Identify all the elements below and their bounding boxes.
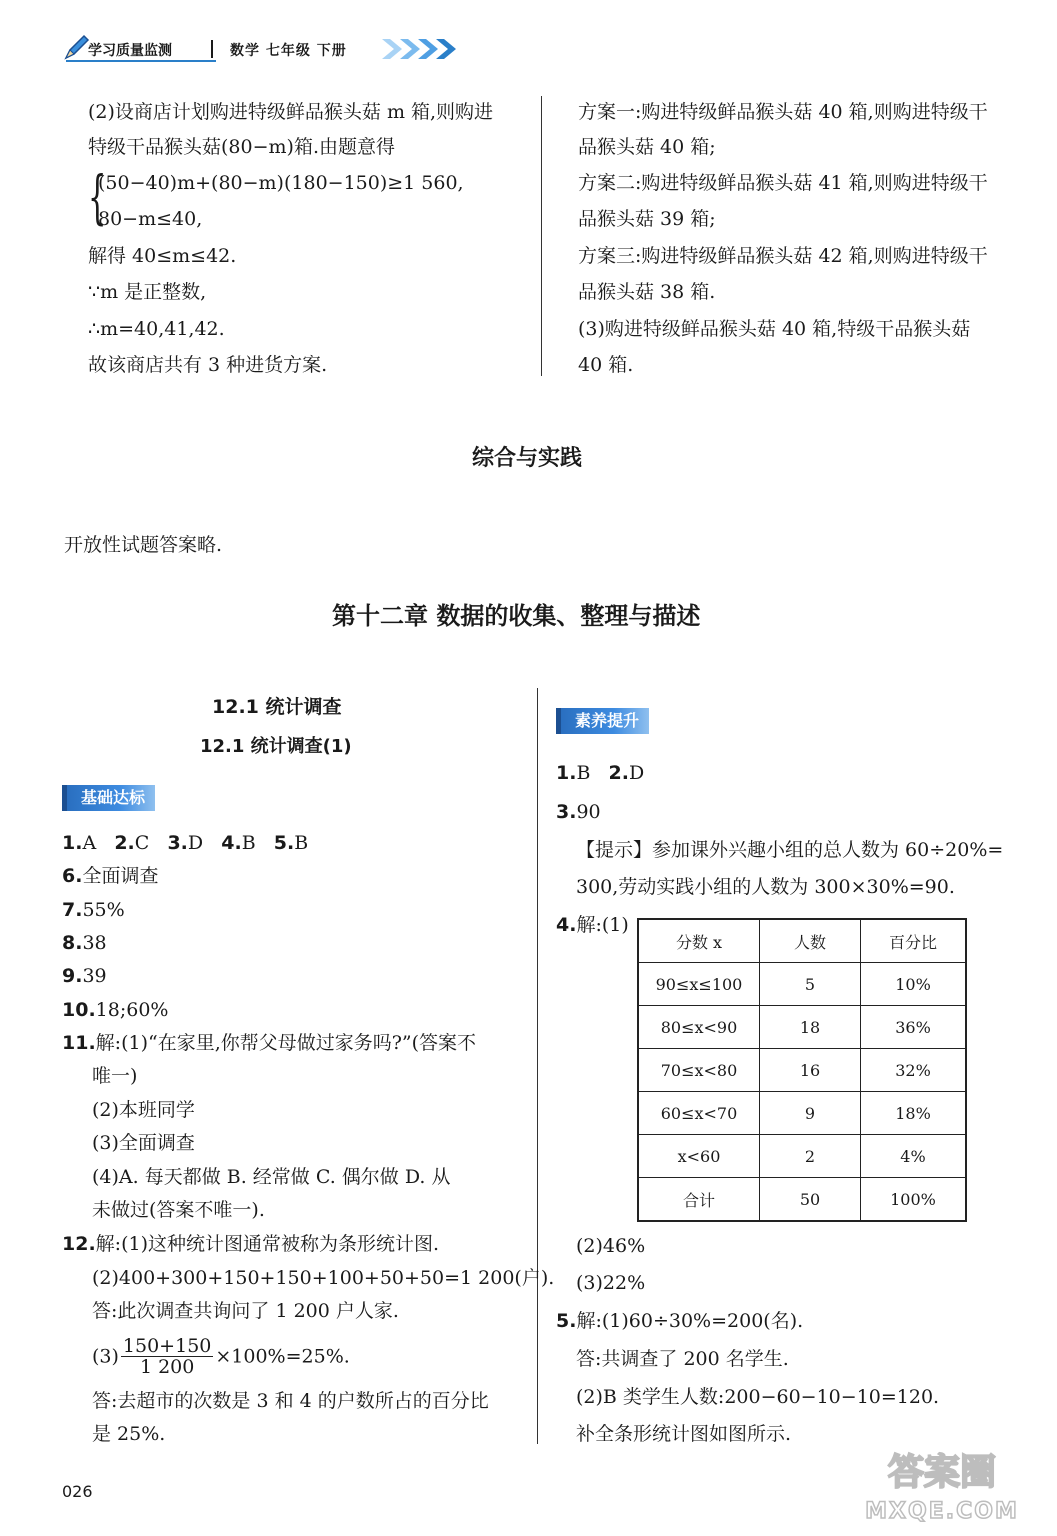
table-row bbox=[638, 1135, 966, 1178]
q11-line-1 bbox=[62, 1030, 476, 1056]
q5-line-1 bbox=[556, 1308, 803, 1334]
q12-line-3: 答:此次调查共询问了 1 200 户人家. bbox=[92, 1300, 399, 1322]
table-cell: 10% bbox=[861, 963, 967, 1006]
answer-9 bbox=[62, 963, 107, 989]
top-left-line-5: 解得 40≤m≤42. bbox=[88, 245, 237, 267]
answer-number: 1. bbox=[556, 762, 577, 784]
q12-line-4 bbox=[92, 1336, 350, 1377]
q4-part-2: (2)46% bbox=[576, 1235, 646, 1257]
answer-value: 全面调查 bbox=[82, 865, 159, 887]
table-cell: 100% bbox=[861, 1178, 967, 1222]
answer-value: B bbox=[241, 832, 256, 854]
answer-value: 90 bbox=[576, 801, 601, 823]
r-answer-3 bbox=[556, 799, 601, 825]
answers-row-1 bbox=[62, 830, 308, 856]
top-right-line-6: 品猴头菇 38 箱. bbox=[578, 281, 716, 303]
top-right-line-8: 40 箱. bbox=[578, 354, 634, 376]
answer-number: 5. bbox=[273, 832, 295, 854]
fraction-denominator: 1 200 bbox=[139, 1356, 195, 1378]
top-right-line-5: 方案三:购进特级鲜品猴头菇 42 箱,则购进特级干 bbox=[578, 245, 988, 267]
q12-text: 解:(1)这种统计图通常被称为条形统计图. bbox=[95, 1233, 440, 1255]
answer-value: 39 bbox=[82, 965, 107, 987]
watermark-top-text: 答案圈 bbox=[887, 1452, 997, 1493]
answer-number: 3. bbox=[167, 832, 188, 854]
answer-number: 1. bbox=[62, 832, 83, 854]
answer-value: B bbox=[576, 762, 591, 784]
top-left-line-2: 特级干品猴头菇(80−m)箱.由题意得 bbox=[88, 136, 395, 158]
chapter-title: 第十二章 数据的收集、整理与描述 bbox=[332, 602, 701, 630]
q4-text: 解:(1) bbox=[576, 914, 629, 936]
answer-value: B bbox=[294, 832, 309, 854]
practice-text: 开放性试题答案略. bbox=[64, 534, 223, 556]
table-cell: 2 bbox=[760, 1135, 861, 1178]
answer-number: 7. bbox=[62, 899, 83, 921]
top-right-line-7: (3)购进特级鲜品猴头菇 40 箱,特级干品猴头菇 bbox=[578, 318, 971, 340]
q12-line-2: (2)400+300+150+150+100+50+50=1 200(户). bbox=[92, 1267, 555, 1289]
table-cell: 36% bbox=[861, 1006, 967, 1049]
table-cell: 90≤x≤100 bbox=[638, 963, 760, 1006]
badge-basic: 基础达标 bbox=[62, 785, 155, 811]
badge-advanced: 素养提升 bbox=[556, 708, 649, 734]
table-cell: 70≤x<80 bbox=[638, 1049, 760, 1092]
fraction bbox=[121, 1336, 213, 1377]
answer-number: 4. bbox=[221, 832, 242, 854]
answer-number: 2. bbox=[114, 832, 135, 854]
q12-line-5: 答:去超市的次数是 3 和 4 的户数所占的百分比 bbox=[92, 1390, 489, 1412]
q5-line-2: 答:共调查了 200 名学生. bbox=[576, 1348, 789, 1370]
page-number: 026 bbox=[62, 1482, 93, 1501]
q11-line-6: 未做过(答案不唯一). bbox=[92, 1199, 265, 1221]
answer-value: 55% bbox=[82, 899, 125, 921]
table-row bbox=[638, 1049, 966, 1092]
q11-line-5: (4)A. 每天都做 B. 经常做 C. 偶尔做 D. 从 bbox=[92, 1166, 451, 1188]
table-header: 分数 x bbox=[638, 919, 760, 963]
top-left-line-1: (2)设商店计划购进特级鲜品猴头菇 m 箱,则购进 bbox=[88, 101, 494, 123]
table-row bbox=[638, 1006, 966, 1049]
q5-number: 5. bbox=[556, 1310, 577, 1332]
answer-value: D bbox=[629, 762, 645, 784]
answer-number: 10. bbox=[62, 999, 96, 1021]
section-title: 12.1 统计调查 bbox=[212, 696, 342, 718]
answer-value: 18;60% bbox=[95, 999, 169, 1021]
watermark-logo bbox=[847, 1444, 1037, 1524]
hint-line-2: 300,劳动实践小组的人数为 300×30%=90. bbox=[576, 876, 955, 898]
table-cell: 5 bbox=[760, 963, 861, 1006]
table-header: 人数 bbox=[760, 919, 861, 963]
answer-6 bbox=[62, 863, 158, 889]
top-left-line-4: 80−m≤40, bbox=[98, 208, 203, 230]
top-right-line-2: 品猴头菇 40 箱; bbox=[578, 136, 716, 158]
header-title: 学习质量监测 bbox=[88, 43, 172, 59]
table-cell: 合计 bbox=[638, 1178, 760, 1222]
q12-number: 12. bbox=[62, 1233, 96, 1255]
answer-number: 2. bbox=[608, 762, 629, 784]
table-cell: 80≤x<90 bbox=[638, 1006, 760, 1049]
table-cell: x<60 bbox=[638, 1135, 760, 1178]
q12-line-1 bbox=[62, 1231, 439, 1257]
hint-line-1: 【提示】参加课外兴趣小组的总人数为 60÷20%= bbox=[576, 839, 1004, 861]
answer-7 bbox=[62, 897, 125, 923]
table-cell: 32% bbox=[861, 1049, 967, 1092]
table-header: 百分比 bbox=[861, 919, 967, 963]
table-cell: 18 bbox=[760, 1006, 861, 1049]
q5-text: 解:(1)60÷30%=200(名). bbox=[576, 1310, 804, 1332]
practice-title: 综合与实践 bbox=[472, 446, 583, 471]
answer-value: C bbox=[134, 832, 150, 854]
q11-line-4: (3)全面调查 bbox=[92, 1132, 195, 1154]
table-cell: 4% bbox=[861, 1135, 967, 1178]
top-right-line-1: 方案一:购进特级鲜品猴头菇 40 箱,则购进特级干 bbox=[578, 101, 988, 123]
q12-part-label: (3) bbox=[92, 1345, 119, 1368]
table-cell: 9 bbox=[760, 1092, 861, 1135]
top-left-line-6: ∵m 是正整数, bbox=[88, 281, 207, 303]
system-brace: { bbox=[88, 163, 107, 231]
fraction-numerator: 150+150 bbox=[122, 1335, 212, 1357]
column-divider-bottom bbox=[537, 688, 538, 1444]
table-cell: 50 bbox=[760, 1178, 861, 1222]
table-header-row bbox=[638, 919, 966, 963]
column-divider-top bbox=[541, 96, 542, 376]
q11-text: 解:(1)“在家里,你帮父母做过家务吗?”(答案不 bbox=[95, 1032, 477, 1054]
top-right-line-3: 方案二:购进特级鲜品猴头菇 41 箱,则购进特级干 bbox=[578, 172, 988, 194]
q5-line-4: 补全条形统计图如图所示. bbox=[576, 1423, 792, 1445]
answer-value: A bbox=[82, 832, 97, 854]
top-left-line-3: (50−40)m+(80−m)(180−150)≥1 560, bbox=[98, 172, 464, 194]
header-separator bbox=[211, 40, 213, 58]
top-left-line-7: ∴m=40,41,42. bbox=[88, 318, 225, 340]
q4-label bbox=[556, 912, 629, 938]
top-right-line-4: 品猴头菇 39 箱; bbox=[578, 208, 716, 230]
answer-number: 3. bbox=[556, 801, 577, 823]
q11-line-3: (2)本班同学 bbox=[92, 1099, 195, 1121]
watermark-bottom-text: MXQE.COM bbox=[865, 1499, 1019, 1524]
answer-8 bbox=[62, 930, 107, 956]
answer-10 bbox=[62, 997, 168, 1023]
q12-formula-tail: ×100%=25%. bbox=[215, 1345, 350, 1368]
subsection-title: 12.1 统计调查(1) bbox=[200, 736, 352, 757]
q11-number: 11. bbox=[62, 1032, 96, 1054]
chevron-arrows-icon bbox=[380, 36, 460, 62]
q12-line-6: 是 25%. bbox=[92, 1423, 166, 1445]
score-table bbox=[637, 918, 967, 1222]
q4-number: 4. bbox=[556, 914, 577, 936]
q11-line-2: 唯一) bbox=[92, 1065, 138, 1087]
table-cell: 60≤x<70 bbox=[638, 1092, 760, 1135]
q4-part-3: (3)22% bbox=[576, 1272, 646, 1294]
top-left-line-8: 故该商店共有 3 种进货方案. bbox=[88, 354, 328, 376]
answer-number: 9. bbox=[62, 965, 83, 987]
q5-line-3: (2)B 类学生人数:200−60−10−10=120. bbox=[576, 1386, 940, 1408]
answer-number: 6. bbox=[62, 865, 83, 887]
r-answers-row-1 bbox=[556, 760, 644, 786]
header-subtitle: 数学 七年级 下册 bbox=[230, 43, 347, 59]
answer-number: 8. bbox=[62, 932, 83, 954]
table-cell: 16 bbox=[760, 1049, 861, 1092]
table-row bbox=[638, 963, 966, 1006]
table-cell: 18% bbox=[861, 1092, 967, 1135]
header-underline bbox=[66, 60, 216, 62]
table-row bbox=[638, 1092, 966, 1135]
answer-value: D bbox=[187, 832, 204, 854]
table-total-row bbox=[638, 1178, 966, 1222]
answer-value: 38 bbox=[82, 932, 107, 954]
